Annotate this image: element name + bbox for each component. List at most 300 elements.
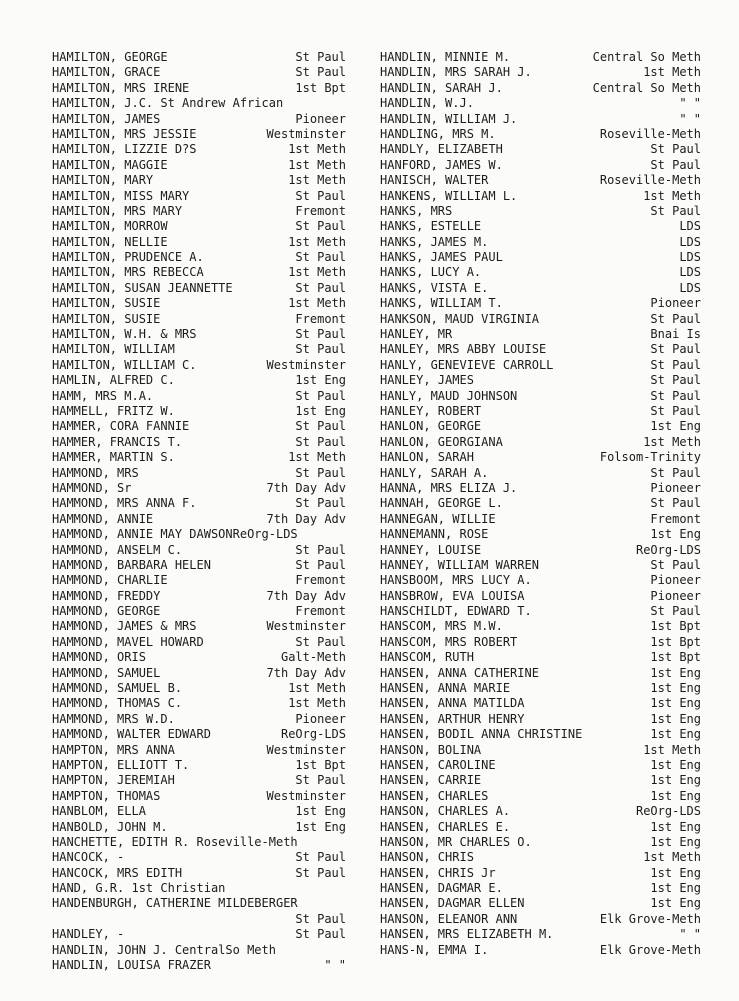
church-name: 1st Meth (643, 188, 701, 203)
directory-entry (52, 450, 346, 465)
directory-entry (380, 573, 701, 588)
church-name: St Paul (650, 311, 701, 326)
directory-entry (380, 389, 701, 404)
church-name: St Paul (295, 327, 346, 342)
directory-entry (380, 466, 701, 481)
church-name: 1st Meth (643, 742, 701, 757)
member-name: HANKS, JAMES PAUL (380, 250, 503, 265)
directory-entry (52, 850, 346, 865)
member-name: HANSCOM, MRS M.W. (380, 619, 503, 634)
church-name: Westminster (266, 126, 346, 141)
directory-entry (52, 404, 346, 419)
member-name: HAMMOND, JAMES & MRS (52, 619, 197, 634)
church-name: 1st Meth (643, 850, 701, 865)
directory-entry (380, 235, 701, 250)
directory-entry (380, 435, 701, 450)
member-name: HANSEN, ARTHUR HENRY (380, 711, 525, 726)
member-name: HAMILTON, SUSIE (52, 311, 161, 326)
church-name: Pioneer (295, 711, 346, 726)
member-name: HANSEN, DAGMAR E. (380, 881, 503, 896)
directory-entry (380, 496, 701, 511)
church-name: St Paul (650, 142, 701, 157)
church-name: Pioneer (650, 296, 701, 311)
member-name: HAMILTON, SUSAN JEANNETTE (52, 280, 233, 295)
church-name: St Paul (295, 342, 346, 357)
church-name: St Paul (650, 157, 701, 172)
directory-entry (380, 681, 701, 696)
church-name: Pioneer (650, 480, 701, 495)
directory-entry (52, 142, 346, 157)
directory-entry (52, 681, 346, 696)
member-name: HAMILTON, WILLIAM C. (52, 357, 197, 372)
directory-entry (52, 50, 346, 65)
directory-entry (52, 958, 346, 973)
directory-entry (52, 835, 346, 850)
member-name: HAMMOND, SAMUEL B. (52, 681, 183, 696)
directory-entry (380, 96, 701, 111)
church-name: Pioneer (650, 573, 701, 588)
directory-entry (380, 142, 701, 157)
directory-entry (380, 604, 701, 619)
directory-entry (52, 466, 346, 481)
member-name: HANSEN, ANNA CATHERINE (380, 665, 539, 680)
member-name: HANLEY, JAMES (380, 373, 474, 388)
member-name: HANDLIN, LOUISA FRAZER (52, 958, 211, 973)
member-name: HAMLIN, ALFRED C. (52, 373, 175, 388)
directory-entry (380, 373, 701, 388)
member-name: HAMILTON, NELLIE (52, 234, 168, 249)
member-name: HANDLY, ELIZABETH (380, 142, 503, 157)
member-name: HANLON, GEORGIANA (380, 434, 503, 449)
member-name: HAND, G.R. 1st Christian (52, 881, 226, 896)
directory-entry (380, 727, 701, 742)
member-name: HAMMER, FRANCIS T. (52, 434, 183, 449)
member-name: HAMILTON, PRUDENCE A. (52, 250, 204, 265)
directory-entry (380, 912, 701, 927)
church-name: LDS (679, 250, 701, 265)
member-name: HANCHETTE, EDITH R. Roseville-Meth (52, 834, 298, 849)
member-name: HANKS, MRS (380, 203, 453, 218)
member-name: HANKENS, WILLIAM L. (380, 188, 518, 203)
church-name: Westminster (266, 742, 346, 757)
directory-entry (52, 342, 346, 357)
member-name: HANSEN, BODIL ANNA CHRISTINE (380, 727, 583, 742)
church-name: LDS (679, 234, 701, 249)
church-name: Roseville-Meth (599, 126, 701, 141)
directory-entry (52, 296, 346, 311)
directory-entry (380, 65, 701, 80)
church-name: Fremont (295, 604, 346, 619)
right-column (380, 50, 701, 958)
member-name: HAMMOND, MAVEL HOWARD (52, 634, 204, 649)
church-name: Fremont (295, 203, 346, 218)
church-name: 1st Eng (650, 527, 701, 542)
member-name: HAMM, MRS M.A. (52, 388, 154, 403)
member-name: HANKS, VISTA E. (380, 280, 489, 295)
directory-entry (52, 727, 346, 742)
church-name: Galt-Meth (280, 650, 346, 665)
directory-entry (52, 712, 346, 727)
church-name: St Paul (295, 188, 346, 203)
member-name: HAMMOND, THOMAS C. (52, 696, 183, 711)
church-name: St Paul (295, 250, 346, 265)
member-name: HANLEY, ROBERT (380, 403, 482, 418)
directory-entry (52, 435, 346, 450)
church-name: St Paul (295, 542, 346, 557)
directory-entry (380, 50, 701, 65)
directory-entry (380, 158, 701, 173)
directory-entry (52, 604, 346, 619)
directory-entry (52, 127, 346, 142)
member-name: HANSCOM, RUTH (380, 650, 474, 665)
member-name: HANDLIN, SARAH J. (380, 80, 503, 95)
member-name: HAMMOND, BARBARA HELEN (52, 557, 211, 572)
member-name: HANDLIN, MINNIE M. (380, 50, 511, 64)
church-name: 1st Meth (288, 296, 346, 311)
church-name: St Paul (295, 280, 346, 295)
church-name: 1st Meth (288, 265, 346, 280)
church-name: 1st Bpt (295, 757, 346, 772)
member-name: HANNEGAN, WILLIE (380, 511, 496, 526)
directory-entry (380, 81, 701, 96)
church-name: Pioneer (650, 588, 701, 603)
left-column (52, 50, 346, 973)
member-name: HAMILTON, MISS MARY (52, 188, 190, 203)
church-name: St Paul (650, 357, 701, 372)
member-name: HAMILTON, MARY (52, 173, 154, 188)
church-name: 1st Meth (288, 173, 346, 188)
church-name: St Paul (650, 403, 701, 418)
church-name: St Paul (650, 557, 701, 572)
member-name: HAMMOND, MRS W.D. (52, 711, 175, 726)
church-name: Central So Meth (592, 50, 701, 64)
member-name: HANSEN, ANNA MATILDA (380, 696, 525, 711)
church-name: 1st Eng (650, 881, 701, 896)
church-name: St Paul (295, 865, 346, 880)
member-name: HAMPTON, JEREMIAH (52, 773, 175, 788)
member-name: HANSEN, DAGMAR ELLEN (380, 896, 525, 911)
church-name: Elk Grove-Meth (599, 911, 701, 926)
member-name: HANBOLD, JOHN M. (52, 819, 168, 834)
directory-entry (52, 866, 346, 881)
church-name: St Paul (295, 434, 346, 449)
church-name: St Paul (295, 927, 346, 942)
directory-entry (380, 696, 701, 711)
church-name: Fremont (295, 573, 346, 588)
directory-entry (52, 173, 346, 188)
church-name: 7th Day Adv (266, 480, 346, 495)
church-name: St Paul (295, 219, 346, 234)
directory-entry (52, 96, 346, 111)
directory-entry (52, 881, 346, 896)
directory-entry (380, 419, 701, 434)
directory-entry (52, 158, 346, 173)
church-name: St Paul (295, 50, 346, 64)
member-name: HANBLOM, ELLA (52, 804, 146, 819)
directory-entry (380, 804, 701, 819)
directory-entry (52, 619, 346, 634)
church-name: 1st Eng (650, 757, 701, 772)
directory-entry (52, 773, 346, 788)
directory-entry (52, 927, 346, 942)
member-name: HANSON, BOLINA (380, 742, 482, 757)
member-name: HANLY, SARAH A. (380, 465, 489, 480)
directory-entry (52, 112, 346, 127)
directory-entry (52, 820, 346, 835)
member-name: HAMILTON, LIZZIE D?S (52, 142, 197, 157)
church-name: 1st Bpt (650, 634, 701, 649)
member-name: HANSEN, CAROLINE (380, 757, 496, 772)
member-name: HANKS, LUCY A. (380, 265, 482, 280)
directory-entry (52, 281, 346, 296)
directory-entry (52, 419, 346, 434)
directory-entry (380, 543, 701, 558)
church-name: 1st Eng (650, 834, 701, 849)
directory-entry (380, 896, 701, 911)
directory-entry (52, 204, 346, 219)
church-name: St Paul (650, 465, 701, 480)
church-name: 1st Meth (288, 142, 346, 157)
member-name: HANKS, WILLIAM T. (380, 296, 503, 311)
member-name: HAMILTON, J.C. St Andrew African (52, 96, 284, 111)
directory-entry (52, 789, 346, 804)
directory-entry (380, 281, 701, 296)
church-name: 7th Day Adv (266, 665, 346, 680)
member-name: HAMMOND, GEORGE (52, 604, 161, 619)
directory-entry (380, 558, 701, 573)
directory-entry (380, 650, 701, 665)
directory-entry (380, 204, 701, 219)
member-name: HANSEN, CHARLES E. (380, 819, 511, 834)
member-name: HANKS, ESTELLE (380, 219, 482, 234)
church-name: 1st Eng (295, 373, 346, 388)
member-name: HAMILTON, SUSIE (52, 296, 161, 311)
member-name: HANLY, MAUD JOHNSON (380, 388, 518, 403)
church-name: St Paul (295, 911, 346, 926)
directory-entry (380, 342, 701, 357)
member-name: HAMMOND, FREDDY (52, 588, 161, 603)
directory-entry (380, 296, 701, 311)
directory-entry (380, 265, 701, 280)
member-name: HAMPTON, THOMAS (52, 788, 161, 803)
member-name: HAMILTON, MRS REBECCA (52, 265, 204, 280)
church-name: 1st Meth (288, 696, 346, 711)
directory-entry (380, 712, 701, 727)
directory-entry (52, 896, 346, 911)
member-name: HANCOCK, MRS EDITH (52, 865, 183, 880)
directory-entry (52, 804, 346, 819)
church-name: 1st Eng (650, 896, 701, 911)
church-name: Fremont (650, 511, 701, 526)
directory-entry (52, 543, 346, 558)
member-name: HAMILTON, W.H. & MRS (52, 327, 197, 342)
church-name: 1st Meth (288, 157, 346, 172)
directory-entry (52, 696, 346, 711)
member-name: HANSON, CHARLES A. (380, 804, 511, 819)
directory-entry (380, 219, 701, 234)
church-name: St Paul (295, 557, 346, 572)
directory-entry (380, 666, 701, 681)
church-name: 1st Eng (650, 727, 701, 742)
member-name: HANNA, MRS ELIZA J. (380, 480, 518, 495)
directory-entry (52, 743, 346, 758)
church-name: 1st Meth (288, 681, 346, 696)
church-name: 1st Meth (288, 450, 346, 465)
directory-entry (380, 450, 701, 465)
directory-entry (52, 219, 346, 234)
member-name: HANSON, CHRIS (380, 850, 474, 865)
directory-entry (380, 835, 701, 850)
member-name: HANSON, ELEANOR ANN (380, 911, 518, 926)
directory-entry (52, 573, 346, 588)
member-name: HAMMOND, WALTER EDWARD (52, 727, 211, 742)
member-name: HAMPTON, MRS ANNA (52, 742, 175, 757)
directory-entry (52, 235, 346, 250)
directory-entry (380, 789, 701, 804)
directory-entry (52, 81, 346, 96)
directory-entry (380, 850, 701, 865)
member-name: HAMMELL, FRITZ W. (52, 403, 175, 418)
member-name: HAMILTON, MORROW (52, 219, 168, 234)
member-name: HANSBOOM, MRS LUCY A. (380, 573, 532, 588)
directory-entry (52, 389, 346, 404)
church-name: St Paul (295, 388, 346, 403)
member-name: HAMMOND, Sr (52, 480, 132, 495)
member-name: HANCOCK, - (52, 850, 125, 865)
church-name: Central So Meth (592, 80, 701, 95)
member-name: HAMMOND, MRS (52, 465, 139, 480)
member-name: HANSEN, MRS ELIZABETH M. (380, 927, 554, 942)
church-name: St Paul (295, 65, 346, 80)
member-name: HAMMOND, ANNIE MAY DAWSONReOrg-LDS (52, 527, 298, 542)
church-name: 1st Meth (288, 234, 346, 249)
church-name: Fremont (295, 311, 346, 326)
directory-entry (52, 912, 346, 927)
directory-entry (380, 635, 701, 650)
member-name: HANNEY, LOUISE (380, 542, 482, 557)
member-name: HANNEY, WILLIAM WARREN (380, 557, 539, 572)
directory-entry (380, 327, 701, 342)
church-name: St Paul (295, 773, 346, 788)
member-name: HANLEY, MR (380, 327, 453, 342)
directory-entry (52, 527, 346, 542)
church-name: Westminster (266, 619, 346, 634)
member-name: HANDENBURGH, CATHERINE MILDEBERGER (52, 896, 298, 911)
directory-entry (52, 635, 346, 650)
directory-entry (52, 358, 346, 373)
member-name: HANLON, SARAH (380, 450, 474, 465)
church-name: ReOrg-LDS (280, 727, 346, 742)
church-name: 1st Eng (650, 773, 701, 788)
directory-entry (380, 743, 701, 758)
church-name: St Paul (650, 604, 701, 619)
church-name: Pioneer (295, 111, 346, 126)
directory-entry (52, 265, 346, 280)
church-name: 1st Meth (643, 65, 701, 80)
church-name: LDS (679, 265, 701, 280)
directory-entry (52, 496, 346, 511)
directory-entry (380, 820, 701, 835)
church-name: St Paul (650, 388, 701, 403)
church-name: St Paul (295, 496, 346, 511)
directory-entry (380, 189, 701, 204)
church-name: 1st Eng (650, 419, 701, 434)
church-name: Westminster (266, 357, 346, 372)
member-name: HAMILTON, MRS JESSIE (52, 126, 197, 141)
member-name: HANS-N, EMMA I. (380, 942, 489, 957)
member-name: HANDLING, MRS M. (380, 126, 496, 141)
church-name: 7th Day Adv (266, 511, 346, 526)
directory-entry (52, 189, 346, 204)
member-name: HAMILTON, GRACE (52, 65, 161, 80)
member-name: HANSCHILDT, EDWARD T. (380, 604, 532, 619)
member-name: HANNEMANN, ROSE (380, 527, 489, 542)
member-name: HANSEN, ANNA MARIE (380, 681, 511, 696)
church-name: Folsom-Trinity (599, 450, 701, 465)
member-name: HAMILTON, WILLIAM (52, 342, 175, 357)
church-name: 1st Eng (295, 804, 346, 819)
church-name: 1st Bpt (650, 619, 701, 634)
directory-entry (380, 404, 701, 419)
church-name: St Paul (295, 419, 346, 434)
member-name: HAMPTON, ELLIOTT T. (52, 757, 190, 772)
church-name: 1st Eng (650, 711, 701, 726)
directory-entry (380, 619, 701, 634)
directory-entry (52, 558, 346, 573)
directory-entry (380, 512, 701, 527)
church-name: St Paul (650, 496, 701, 511)
church-name: LDS (679, 280, 701, 295)
directory-entry (52, 373, 346, 388)
church-name: St Paul (650, 373, 701, 388)
member-name: HANSEN, CARRIE (380, 773, 482, 788)
directory-entry (52, 589, 346, 604)
directory-entry (380, 758, 701, 773)
church-name: 7th Day Adv (266, 588, 346, 603)
directory-entry (380, 127, 701, 142)
member-name: HANSBROW, EVA LOUISA (380, 588, 525, 603)
member-name: HAMMER, MARTIN S. (52, 450, 175, 465)
member-name: HANDLEY, - (52, 927, 125, 942)
church-name: 1st Eng (295, 819, 346, 834)
directory-entry (380, 943, 701, 958)
member-name: HANFORD, JAMES W. (380, 157, 503, 172)
directory-entry (52, 312, 346, 327)
church-name: St Paul (295, 465, 346, 480)
church-name: 1st Eng (650, 696, 701, 711)
church-name: " " (679, 111, 701, 126)
member-name: HANDLIN, WILLIAM J. (380, 111, 518, 126)
member-name: HAMILTON, MRS MARY (52, 203, 183, 218)
member-name: HAMMOND, ANNIE (52, 511, 154, 526)
member-name: HANSEN, CHARLES (380, 788, 489, 803)
directory-entry (380, 312, 701, 327)
member-name: HAMMOND, SAMUEL (52, 665, 161, 680)
directory-entry (380, 173, 701, 188)
member-name: HAMILTON, MAGGIE (52, 157, 168, 172)
church-name: ReOrg-LDS (635, 542, 701, 557)
member-name: HAMMOND, MRS ANNA F. (52, 496, 197, 511)
directory-entry (52, 666, 346, 681)
church-name: St Paul (650, 342, 701, 357)
directory-entry (380, 112, 701, 127)
church-name: 1st Eng (650, 788, 701, 803)
church-name: Bnai Is (650, 327, 701, 342)
church-name: 1st Bpt (295, 80, 346, 95)
directory-entry (52, 758, 346, 773)
directory-entry (380, 358, 701, 373)
directory-entry (380, 481, 701, 496)
